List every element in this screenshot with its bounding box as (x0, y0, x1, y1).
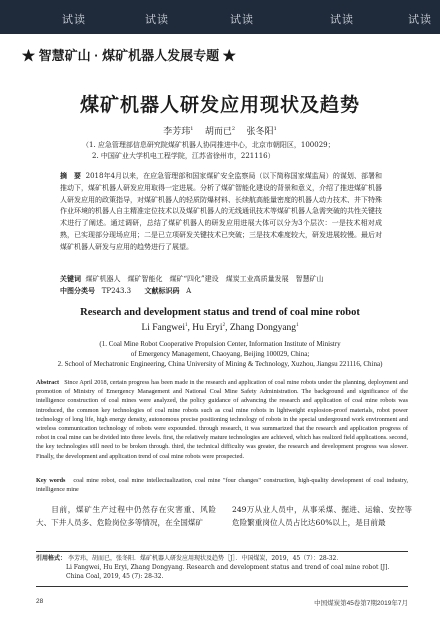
author-name: Zhang Dongyang (229, 323, 297, 334)
keywords-en (36, 476, 408, 494)
doc-code-value: A (186, 287, 192, 295)
author-affiliation-mark: 1 (190, 126, 194, 132)
class-label: 中图分类号 (60, 286, 95, 295)
keywords-zh (60, 273, 390, 286)
affiliation-block (82, 140, 402, 162)
citation-label: 引用格式： (36, 555, 67, 562)
author-name: Hu Eryi (192, 323, 223, 334)
abstract-en (36, 378, 408, 461)
keywords-text: 煤矿机器人 煤矿智能化 煤矿“四化”建设 煤炭工业高质量发展 智慧矿山 (85, 275, 324, 283)
abstract-label: 摘 要 (60, 171, 82, 180)
column-header: ★ 智慧矿山 · 煤矿机器人发展专题 ★ (22, 48, 236, 63)
doc-code-label: 文献标识码 (144, 286, 180, 295)
abstract-label: Abstract (36, 379, 60, 386)
author-affiliation-mark: 1 (184, 323, 188, 328)
english-title: Research and development status and trend of coal mine robot (80, 307, 360, 318)
watermark-text: 试读 (408, 14, 432, 26)
footer-divider (36, 586, 408, 587)
english-author-list: Li Fangwei$^1$, Hu Eryi$^2$, Zhang Dongyang$^1$ (141, 323, 299, 334)
body-column-right: 249万从业人员中，从事采煤、掘进、运输、安控等危险繁重岗位人员占比达60%以上，是目前最 (232, 505, 412, 527)
keywords-text: coal mine robot, coal mine intellectualization, coal mine "four changes" construction, high-quality development of coal industry, intelligence mine (36, 477, 408, 494)
author-name: 张冬阳 (246, 127, 274, 137)
keywords-label: 关键词 (60, 274, 81, 283)
abstract-zh (60, 170, 382, 254)
abstract-text: Since April 2018, certain progress has been made in the research and application of coal mine robots under the planning, deployment and promotion of Ministry of Emergency Management and National Coal Mine Safety Administration. The background and significance of the intelligence construction of coal mines were analyzed, the policy guidance of advancing the research and application of coal mine robots was introduced, the common key technologies of coal mine robots such as coal mine robots in lightweight explosion-proof materials, robot power technology of long life, high energy density, autonomous precise positioning technology of robots in the special underground work environment and wireless communication technology of robots were expounded. through research, it was summarized that the research and application progress of robot in coal mine can be divided into three levels. first, the relatively mature technologies are achieved, which has realized field applications. second, the key technologies still need to be broken through. third, the technical difficulty was greater, the research and development progress was slower. Finally, the development and application trend of coal mine robots were prospected. (36, 379, 408, 460)
watermark-text: 试读 (230, 14, 254, 26)
watermark-text: 试读 (330, 14, 354, 26)
page-number: 28 (36, 598, 44, 605)
class-value: TP243.3 (101, 287, 132, 295)
author-affiliation-mark: 1 (296, 323, 299, 328)
affiliation-line: 2. School of Mechatronic Engineering, China University of Mining & Technology, Xuzhou, Jiangsu 221116, China) (57, 360, 383, 368)
citation-block (36, 554, 408, 581)
watermark-text: 试读 (145, 14, 169, 26)
classification-line (60, 285, 390, 298)
abstract-text: 2018年4月以来，在应急管理部和国家煤矿安全监察局（以下简称国家煤监局）的谋划、部署和推动下，煤矿机器人研发应用取得一定进展。分析了煤矿智能化建设的背景和意义，介绍了推进煤矿机器人研发应用的政策指导，对煤矿机器人的轻质防爆材料、长续航高能量密度的机器人动力技术、井下特殊作业环境的机器人自主精准定位技术以及煤矿机器人的无线通讯技术等煤矿机器人急需突破的共性关键技术进行了阐述。通过调研，总结了煤矿机器人的研发应用进展大体可以分为3个层次：一是技术相对成熟，已实现部分现场应用；二是已立项研发关键技术已突破；三是技术难度较大，研发进展较慢。最后对煤矿机器人研发与应用的趋势进行了展望。 (60, 172, 383, 251)
affiliation-line: （1. 应急管理部信息研究院煤矿机器人协同推进中心，北京市朝阳区，100029； (82, 141, 335, 149)
affiliation-line: of Emergency Management, Chaoyang, Beijing 100029, China; (130, 350, 310, 358)
citation-en: Li Fangwei, Hu Eryi, Zhang Dongyang. Research and development status and trend of coal mine robot [J]. China Coal, 2019, 45 (7): 28-32. (66, 564, 390, 580)
affiliation-line: 2. 中国矿业大学机电工程学院，江苏省徐州市，221116） (92, 152, 275, 160)
author-affiliation-mark: 2 (231, 126, 236, 132)
author-affiliation-mark: 2 (222, 323, 226, 328)
affiliation-line: (1. Coal Mine Robot Cooperative Propulsion Center, Information Institute of Ministry (99, 340, 341, 348)
page-title: 煤矿机器人研发应用现状及趋势 (79, 95, 360, 116)
author-name: Li Fangwei (141, 323, 185, 334)
english-affiliation-block (0, 339, 440, 369)
author-name: 胡而已 (204, 127, 232, 137)
journal-info: 中国煤炭第45卷第7期2019年7月 (314, 600, 408, 607)
author-affiliation-mark: 1 (273, 126, 277, 132)
author-name: 李芳玮 (163, 127, 191, 137)
keywords-label: Key words (36, 477, 66, 484)
citation-divider (36, 551, 408, 552)
author-list (0, 124, 440, 137)
body-column-left: 目前，煤矿生产过程中仍然存在灾害重、风险大、下井人员多、危险岗位多等情况，在全国煤矿 (36, 505, 216, 527)
watermark-text: 试读 (62, 14, 86, 26)
citation-zh: 李芳玮，胡而已，张冬阳．煤矿机器人研发应用现状及趋势［J］．中国煤炭，2019，45（7）：28-32． (67, 555, 343, 562)
